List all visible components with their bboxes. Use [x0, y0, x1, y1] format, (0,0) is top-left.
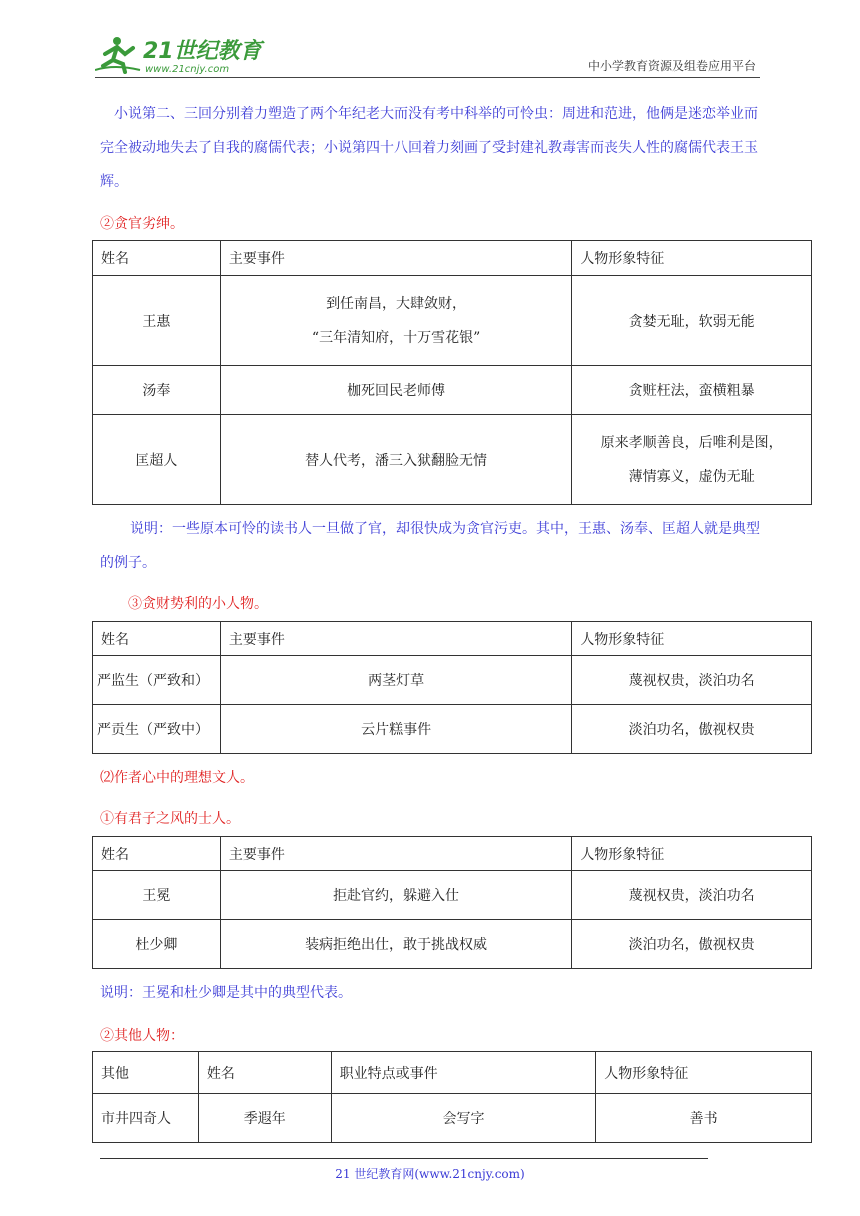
table-row — [93, 276, 812, 366]
table-row — [93, 1094, 812, 1143]
table-row — [93, 656, 812, 705]
cell-trait: 淡泊功名，傲视权贵 — [572, 920, 812, 969]
header-trait: 人物形象特征 — [596, 1052, 812, 1094]
footer-divider — [100, 1158, 708, 1159]
cell-trait-line: 原来孝顺善良，后唯利是图， — [600, 434, 783, 451]
cell-event: 两茎灯草 — [220, 656, 571, 705]
cell-name: 严贡生（严致中） — [93, 705, 221, 754]
cell-name: 杜少卿 — [93, 920, 221, 969]
cell-event: 装病拒绝出仕，敢于挑战权威 — [220, 920, 571, 969]
other-characters-table — [92, 1051, 812, 1143]
table-header-row — [93, 241, 812, 276]
cell-event — [220, 276, 571, 366]
header-trait: 人物形象特征 — [572, 837, 812, 871]
header-trait: 人物形象特征 — [572, 622, 812, 656]
table-header-row — [93, 837, 812, 871]
cell-trait: 蔑视权贵，淡泊功名 — [572, 871, 812, 920]
table-row — [93, 871, 812, 920]
site-logo — [95, 34, 265, 74]
corrupt-officials-table — [92, 240, 812, 505]
intro-paragraph: 小说第二、三回分别着力塑造了两个年纪老大而没有考中科举的可怜虫：周进和范进，他俩是迷恋举业而完全被动地失去了自我的腐儒代表；小说第四十八回着力刻画了受封建礼教毒害而丧失人性的腐儒代表王玉辉。 — [100, 106, 758, 190]
header-event: 主要事件 — [220, 241, 571, 276]
cell-event: 枷死回民老师傅 — [220, 366, 571, 415]
cell-group: 市井四奇人 — [93, 1094, 199, 1143]
runner-logo-icon — [95, 34, 265, 74]
cell-name: 严监生（严致和） — [93, 656, 221, 705]
section-title-other-characters: ②其他人物： — [100, 1028, 184, 1044]
cell-trait: 善书 — [596, 1094, 812, 1143]
table-header-row — [93, 622, 812, 656]
page-footer: 21 世纪教育网(www.21cnjy.com) — [335, 1167, 525, 1181]
cell-name: 汤奉 — [93, 366, 221, 415]
cell-event: 会写字 — [331, 1094, 596, 1143]
header-event: 主要事件 — [220, 622, 571, 656]
cell-trait: 贪婪无耻，软弱无能 — [572, 276, 812, 366]
cell-name: 王惠 — [93, 276, 221, 366]
cell-trait — [572, 415, 812, 505]
section1-note: 说明：一些原本可怜的读书人一旦做了官，却很快成为贪官污吏。其中，王惠、汤奉、匡超人就是典型的例子。 — [100, 521, 760, 571]
cell-event-line: “三年清知府，十万雪花银” — [311, 329, 481, 346]
cell-event: 云片糕事件 — [220, 705, 571, 754]
header-group: 其他 — [93, 1052, 199, 1094]
page-header — [95, 30, 760, 78]
table-row — [93, 920, 812, 969]
section-heading-ideal-scholars: ⑵作者心中的理想文人。 — [100, 770, 254, 786]
header-name: 姓名 — [93, 837, 221, 871]
table-row — [93, 415, 812, 505]
cell-event: 拒赴官约，躲避入仕 — [220, 871, 571, 920]
header-name: 姓名 — [93, 241, 221, 276]
header-event: 职业特点或事件 — [331, 1052, 596, 1094]
cell-trait: 贪赃枉法，蛮横粗暴 — [572, 366, 812, 415]
table-row — [93, 366, 812, 415]
cell-trait-line: 薄情寡义，虚伪无耻 — [628, 468, 755, 485]
platform-name: 中小学教育资源及组卷应用平台 — [587, 59, 756, 73]
cell-trait: 蔑视权贵，淡泊功名 — [572, 656, 812, 705]
section-title-petty-characters: ③贪财势利的小人物。 — [128, 596, 268, 612]
cell-name: 匡超人 — [93, 415, 221, 505]
cell-name: 王冕 — [93, 871, 221, 920]
table-row — [93, 705, 812, 754]
section-title-corrupt-officials: ②贪官劣绅。 — [100, 216, 184, 232]
cell-event: 替人代考，潘三入狱翻脸无情 — [220, 415, 571, 505]
svg-text:www.21cnjy.com: www.21cnjy.com — [145, 64, 230, 74]
header-trait: 人物形象特征 — [572, 241, 812, 276]
cell-trait: 淡泊功名，傲视权贵 — [572, 705, 812, 754]
cell-event-line: 到任南昌，大肆敛财， — [326, 295, 467, 312]
cell-name: 季遐年 — [198, 1094, 331, 1143]
header-event: 主要事件 — [220, 837, 571, 871]
section-title-gentlemen: ①有君子之风的士人。 — [100, 811, 240, 827]
petty-characters-table — [92, 621, 812, 754]
gentlemen-table — [92, 836, 812, 969]
table-header-row — [93, 1052, 812, 1094]
header-name: 姓名 — [198, 1052, 331, 1094]
header-name: 姓名 — [93, 622, 221, 656]
section3-note: 说明：王冕和杜少卿是其中的典型代表。 — [100, 985, 352, 1001]
svg-text:21世纪教育: 21世纪教育 — [143, 39, 262, 64]
